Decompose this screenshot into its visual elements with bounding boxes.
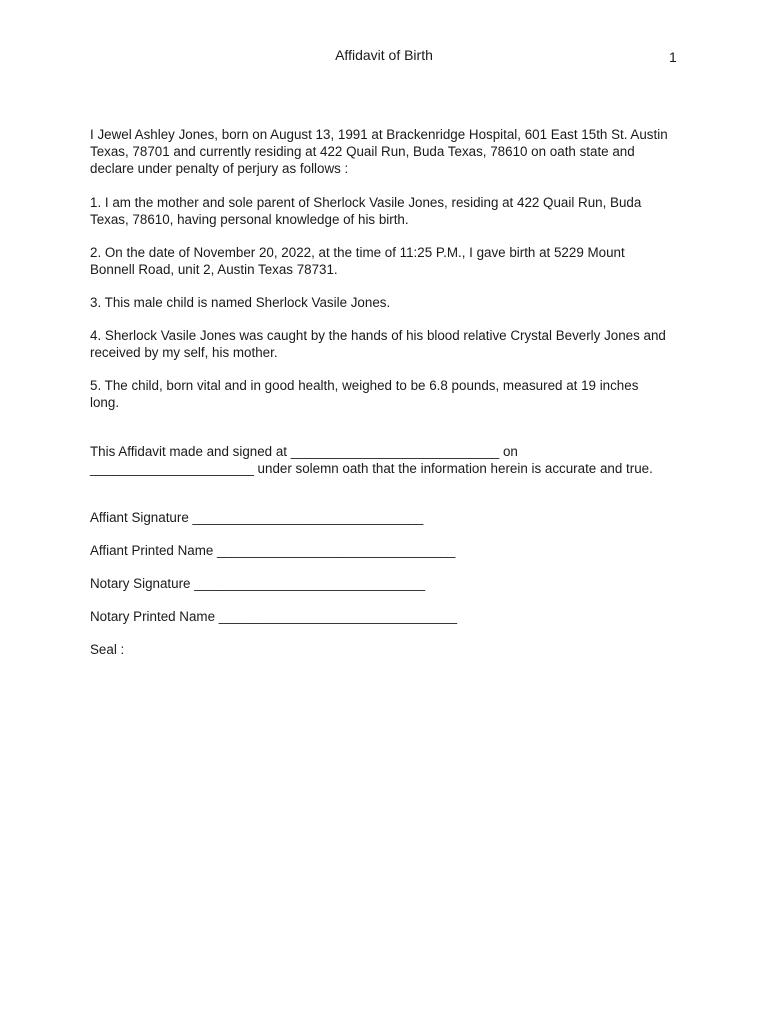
statement-3: 3. This male child is named Sherlock Vasile Jones. (90, 295, 391, 310)
document-body (90, 126, 670, 674)
intro-paragraph: I Jewel Ashley Jones, born on August 13, 1991 at Brackenridge Hospital, 601 East 15th St. Austin Texas, 78701 and currently residing at 422 Quail Run, Buda Texas, 78610 on oath state and declare under penalty of perjury as follows : (90, 127, 668, 176)
statement-5: 5. The child, born vital and in good health, weighed to be 6.8 pounds, measured at 19 inches long. (90, 378, 639, 410)
statement-2: 2. On the date of November 20, 2022, at the time of 11:25 P.M., I gave birth at 5229 Mount Bonnell Road, unit 2, Austin Texas 78731. (90, 245, 625, 277)
closing-paragraph: This Affidavit made and signed at ____________________________ on ______________________ under solemn oath that the information herein is accurate and true. (90, 444, 653, 476)
statement-1: 1. I am the mother and sole parent of Sherlock Vasile Jones, residing at 422 Quail Run, Buda Texas, 78610, having personal knowledge of his birth. (90, 195, 642, 227)
statement-4: 4. Sherlock Vasile Jones was caught by the hands of his blood relative Crystal Beverly Jones and received by my self, his mother. (90, 328, 666, 360)
notary-printed-name-line: Notary Printed Name ________________________________ (90, 609, 458, 624)
page-number: 1 (669, 49, 677, 65)
affiant-printed-name-line: Affiant Printed Name ________________________________ (90, 543, 456, 558)
affiant-signature-line: Affiant Signature _______________________________ (90, 510, 424, 525)
document-title: Affidavit of Birth (335, 47, 433, 63)
notary-signature-line: Notary Signature _______________________________ (90, 576, 426, 591)
seal-label: Seal : (90, 642, 125, 657)
